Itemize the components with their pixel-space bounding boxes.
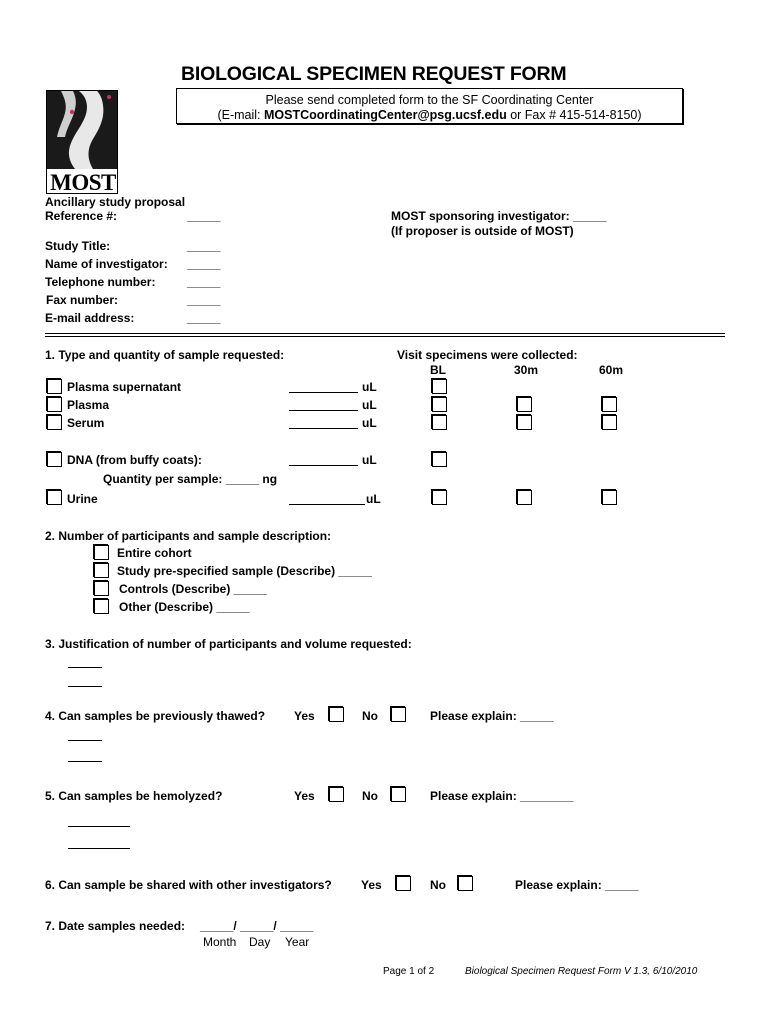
serum-checkbox[interactable] <box>47 415 62 430</box>
investigator-field[interactable]: _____ <box>187 257 221 271</box>
fax-label: Fax number: <box>46 293 119 307</box>
divider-bottom <box>45 336 725 337</box>
visit-heading: Visit specimens were collected: <box>397 348 578 362</box>
dna-bl-checkbox[interactable] <box>432 452 447 467</box>
column-30m: 30m <box>514 363 539 377</box>
date-day-label: Day <box>249 935 271 949</box>
section5-no-checkbox[interactable] <box>391 787 406 802</box>
urine-checkbox[interactable] <box>47 490 62 505</box>
reference-label: Reference #: <box>45 209 118 223</box>
dna-unit: uL <box>362 453 377 467</box>
plasma-bl-checkbox[interactable] <box>432 397 447 412</box>
section3-heading: 3. Justification of number of participants and volume requested: <box>45 637 412 651</box>
other-checkbox[interactable] <box>94 599 109 614</box>
urine-amount-field[interactable] <box>289 504 365 505</box>
other-label[interactable]: Other (Describe) _____ <box>119 600 250 614</box>
plasma-supernatant-label: Plasma supernatant <box>67 380 182 394</box>
dna-amount-field[interactable] <box>289 465 358 466</box>
plasma-supernatant-checkbox[interactable] <box>47 379 62 394</box>
urine-60m-checkbox[interactable] <box>602 490 617 505</box>
entire-cohort-label: Entire cohort <box>117 546 192 560</box>
section5-no-label: No <box>362 789 378 803</box>
controls-checkbox[interactable] <box>94 581 109 596</box>
telephone-label: Telephone number: <box>45 275 156 289</box>
study-prespecified-checkbox[interactable] <box>94 563 109 578</box>
page-title: BIOLOGICAL SPECIMEN REQUEST FORM <box>181 63 567 85</box>
date-month-label: Month <box>203 935 237 949</box>
date-year-label: Year <box>285 935 310 949</box>
column-bl: BL <box>430 363 446 377</box>
instructions-box <box>176 88 683 124</box>
plasma-supernatant-bl-checkbox[interactable] <box>432 379 447 394</box>
plasma-checkbox[interactable] <box>47 397 62 412</box>
section5-question: 5. Can samples be hemolyzed? <box>45 789 223 803</box>
section5-explain-line-2[interactable] <box>68 848 130 849</box>
section4-explain-line-2[interactable] <box>68 761 102 762</box>
urine-label: Urine <box>67 492 98 506</box>
plasma-supernatant-amount-field[interactable] <box>289 392 358 393</box>
plasma-supernatant-unit: uL <box>362 380 377 394</box>
section6-no-label: No <box>430 878 446 892</box>
urine-bl-checkbox[interactable] <box>432 490 447 505</box>
instructions-line2: (E-mail: MOSTCoordinatingCenter@psg.ucsf.edu or Fax # 415-514-8150) <box>217 108 642 122</box>
section5-explain-line-1[interactable] <box>68 826 130 827</box>
plasma-60m-checkbox[interactable] <box>602 397 617 412</box>
section4-yes-checkbox[interactable] <box>329 707 344 722</box>
section5-yes-label: Yes <box>294 789 315 803</box>
section4-no-checkbox[interactable] <box>391 707 406 722</box>
fax-field[interactable]: _____ <box>187 293 221 307</box>
section4-no-label: No <box>362 709 378 723</box>
ancillary-label: Ancillary study proposal <box>45 195 186 209</box>
column-60m: 60m <box>599 363 624 377</box>
urine-30m-checkbox[interactable] <box>517 490 532 505</box>
section1-heading: 1. Type and quantity of sample requested: <box>45 348 285 362</box>
serum-30m-checkbox[interactable] <box>517 415 532 430</box>
controls-label[interactable]: Controls (Describe) _____ <box>119 582 268 596</box>
most-logo <box>46 90 118 194</box>
section7-label: 7. Date samples needed: <box>45 919 186 933</box>
justification-line-2[interactable] <box>68 686 102 687</box>
section4-explain-field[interactable]: Please explain: _____ <box>430 709 554 723</box>
divider-top <box>45 333 725 334</box>
justification-line-1[interactable] <box>68 667 102 668</box>
section6-explain-field[interactable]: Please explain: _____ <box>515 878 639 892</box>
page-number: Page 1 of 2 <box>383 966 435 977</box>
serum-60m-checkbox[interactable] <box>602 415 617 430</box>
dna-checkbox[interactable] <box>47 452 62 467</box>
logo-text: MOST <box>50 170 116 194</box>
serum-bl-checkbox[interactable] <box>432 415 447 430</box>
study-title-label: Study Title: <box>45 239 111 253</box>
plasma-unit: uL <box>362 398 377 412</box>
section4-explain-line-1[interactable] <box>68 740 102 741</box>
section2-heading: 2. Number of participants and sample description: <box>45 529 332 543</box>
serum-unit: uL <box>362 416 377 430</box>
section6-no-checkbox[interactable] <box>458 876 473 891</box>
plasma-amount-field[interactable] <box>289 410 358 411</box>
section5-explain-field[interactable]: Please explain: ________ <box>430 789 574 803</box>
study-title-field[interactable]: _____ <box>187 239 221 253</box>
dna-label: DNA (from buffy coats): <box>67 453 202 467</box>
section6-question: 6. Can sample be shared with other investigators? <box>45 878 332 892</box>
date-needed-field[interactable]: _____/ _____/ _____ <box>200 919 314 933</box>
section6-yes-checkbox[interactable] <box>396 876 411 891</box>
serum-label: Serum <box>67 416 105 430</box>
section5-yes-checkbox[interactable] <box>329 787 344 802</box>
section4-question: 4. Can samples be previously thawed? <box>45 709 266 723</box>
sponsor-note: (If proposer is outside of MOST) <box>391 224 574 238</box>
urine-unit: uL <box>366 492 381 506</box>
email-label: E-mail address: <box>45 311 135 325</box>
section6-yes-label: Yes <box>361 878 382 892</box>
form-version: Biological Specimen Request Form V 1.3, 6/10/2010 <box>465 966 698 977</box>
serum-amount-field[interactable] <box>289 428 358 429</box>
investigator-label: Name of investigator: <box>45 257 168 271</box>
sponsor-investigator-field[interactable]: MOST sponsoring investigator: _____ <box>391 209 607 223</box>
quantity-per-sample-field[interactable]: Quantity per sample: _____ ng <box>103 472 278 486</box>
entire-cohort-checkbox[interactable] <box>94 545 109 560</box>
section4-yes-label: Yes <box>294 709 315 723</box>
plasma-30m-checkbox[interactable] <box>517 397 532 412</box>
telephone-field[interactable]: _____ <box>187 275 221 289</box>
instructions-line1: Please send completed form to the SF Coordinating Center <box>265 93 594 107</box>
coordinating-center-email[interactable]: MOSTCoordinatingCenter@psg.ucsf.edu <box>263 108 507 122</box>
study-prespecified-label[interactable]: Study pre-specified sample (Describe) _____ <box>117 564 372 578</box>
plasma-label: Plasma <box>67 398 110 412</box>
reference-field[interactable]: _____ <box>187 209 221 223</box>
email-field[interactable]: _____ <box>187 311 221 325</box>
